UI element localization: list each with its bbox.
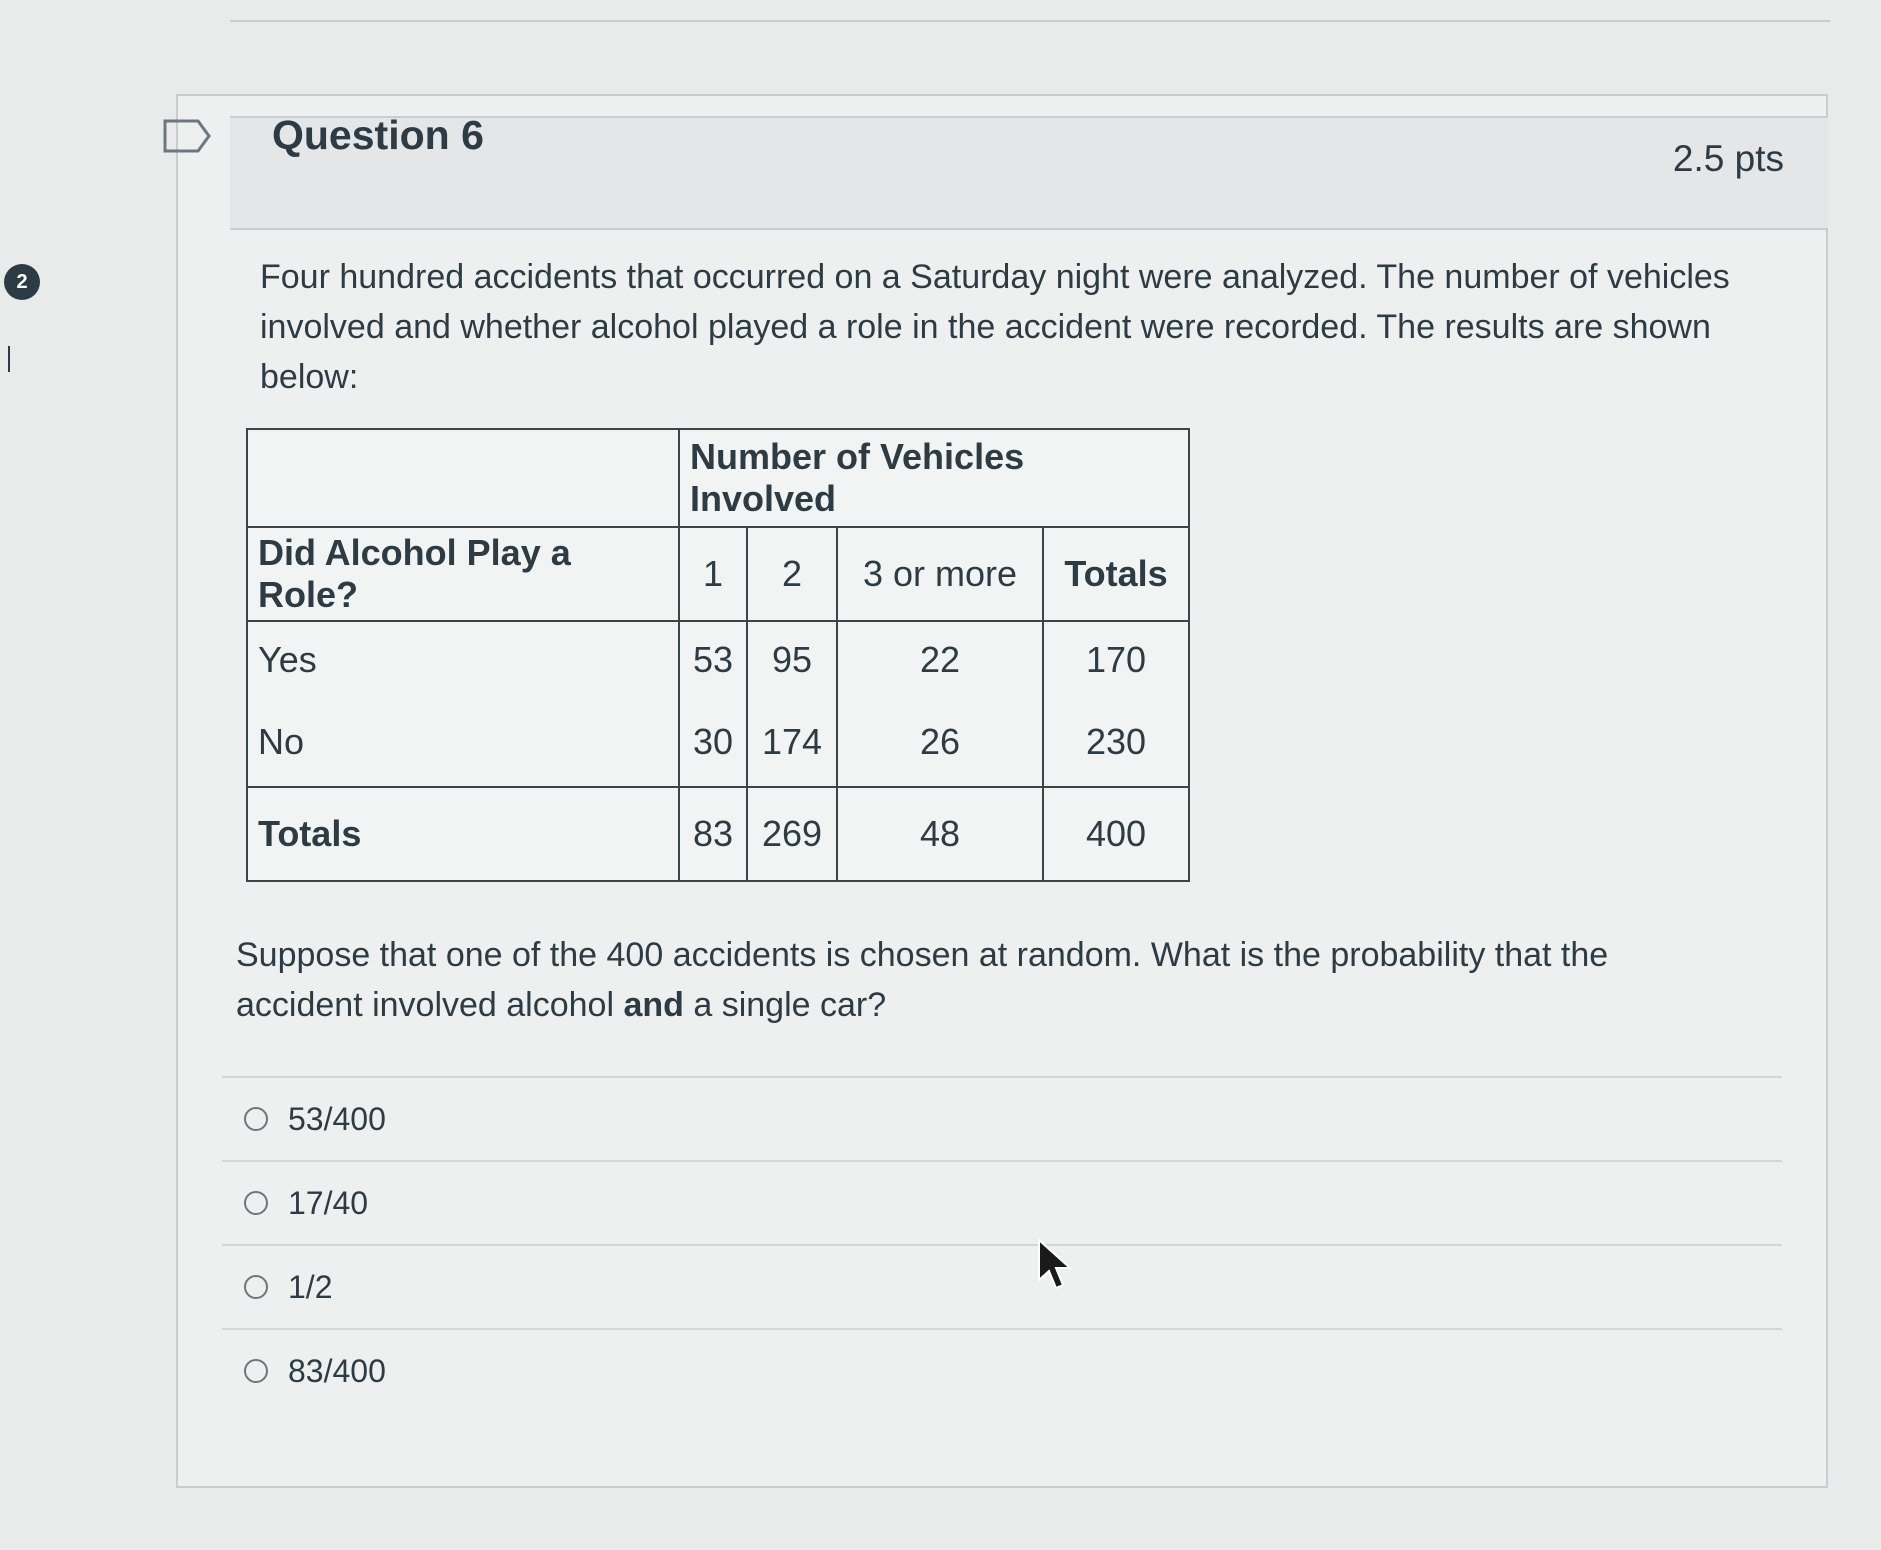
table-cell: 400 — [1043, 787, 1189, 881]
answer-option[interactable] — [222, 1076, 1782, 1160]
side-indicator — [8, 346, 10, 372]
prompt-emphasis: and — [623, 986, 684, 1024]
table-row-label: Totals — [247, 787, 679, 881]
question-number-badge[interactable]: 2 — [4, 264, 40, 300]
table-header-row — [247, 429, 1189, 527]
radio-button[interactable] — [244, 1107, 268, 1131]
table-row-label: No — [247, 698, 679, 787]
top-divider — [230, 0, 1830, 22]
table-cell: 269 — [747, 787, 837, 881]
answer-list — [222, 1076, 1782, 1412]
table-cell: 53 — [679, 621, 747, 698]
table-column-header: 2 — [747, 527, 837, 621]
answer-label: 1/2 — [288, 1268, 333, 1305]
table-row-label: Yes — [247, 621, 679, 698]
answer-label: 83/400 — [288, 1352, 386, 1389]
answer-label: 17/40 — [288, 1184, 369, 1221]
radio-button[interactable] — [244, 1275, 268, 1299]
table-cell: 30 — [679, 698, 747, 787]
question-points: 2.5 pts — [1672, 138, 1784, 179]
bookmark-flag-icon[interactable] — [162, 118, 212, 154]
table-row — [247, 698, 1189, 787]
table-cell: 230 — [1043, 698, 1189, 787]
table-row — [247, 621, 1189, 698]
table-column-header: Totals — [1043, 527, 1189, 621]
answer-option[interactable] — [222, 1160, 1782, 1244]
table-columns-row — [247, 527, 1189, 621]
table-cell: 95 — [747, 621, 837, 698]
table-column-header: 1 — [679, 527, 747, 621]
table-cell: 48 — [837, 787, 1043, 881]
table-group-header: Number of Vehicles Involved — [679, 429, 1189, 527]
table-column-header: 3 or more — [837, 527, 1043, 621]
table-corner-cell — [247, 429, 679, 527]
table-totals-row — [247, 787, 1189, 881]
prompt-part: a single car? — [683, 986, 887, 1024]
radio-button[interactable] — [244, 1359, 268, 1383]
table-cell: 170 — [1043, 621, 1189, 698]
table-cell: 83 — [679, 787, 747, 881]
radio-button[interactable] — [244, 1191, 268, 1215]
table-cell: 22 — [837, 621, 1043, 698]
answer-option[interactable] — [222, 1328, 1782, 1412]
contingency-table — [246, 428, 1190, 882]
mouse-pointer-icon — [1036, 1238, 1074, 1292]
table-row-header: Did Alcohol Play a Role? — [247, 527, 679, 621]
answer-label: 53/400 — [288, 1100, 386, 1137]
table-cell: 26 — [837, 698, 1043, 787]
question-text: Four hundred accidents that occurred on a Saturday night were analyzed. The number of vehicles involved and whether alcohol played a role in the accident were recorded. The results are shown below: — [260, 258, 1730, 396]
prompt-part: Suppose that one of the 400 accidents is chosen at random. What is the probability that the accident involved alcohol — [236, 936, 1609, 1024]
question-prompt — [236, 930, 1736, 1030]
table-cell: 174 — [747, 698, 837, 787]
answer-option[interactable] — [222, 1244, 1782, 1328]
question-title: Question 6 — [272, 112, 484, 158]
